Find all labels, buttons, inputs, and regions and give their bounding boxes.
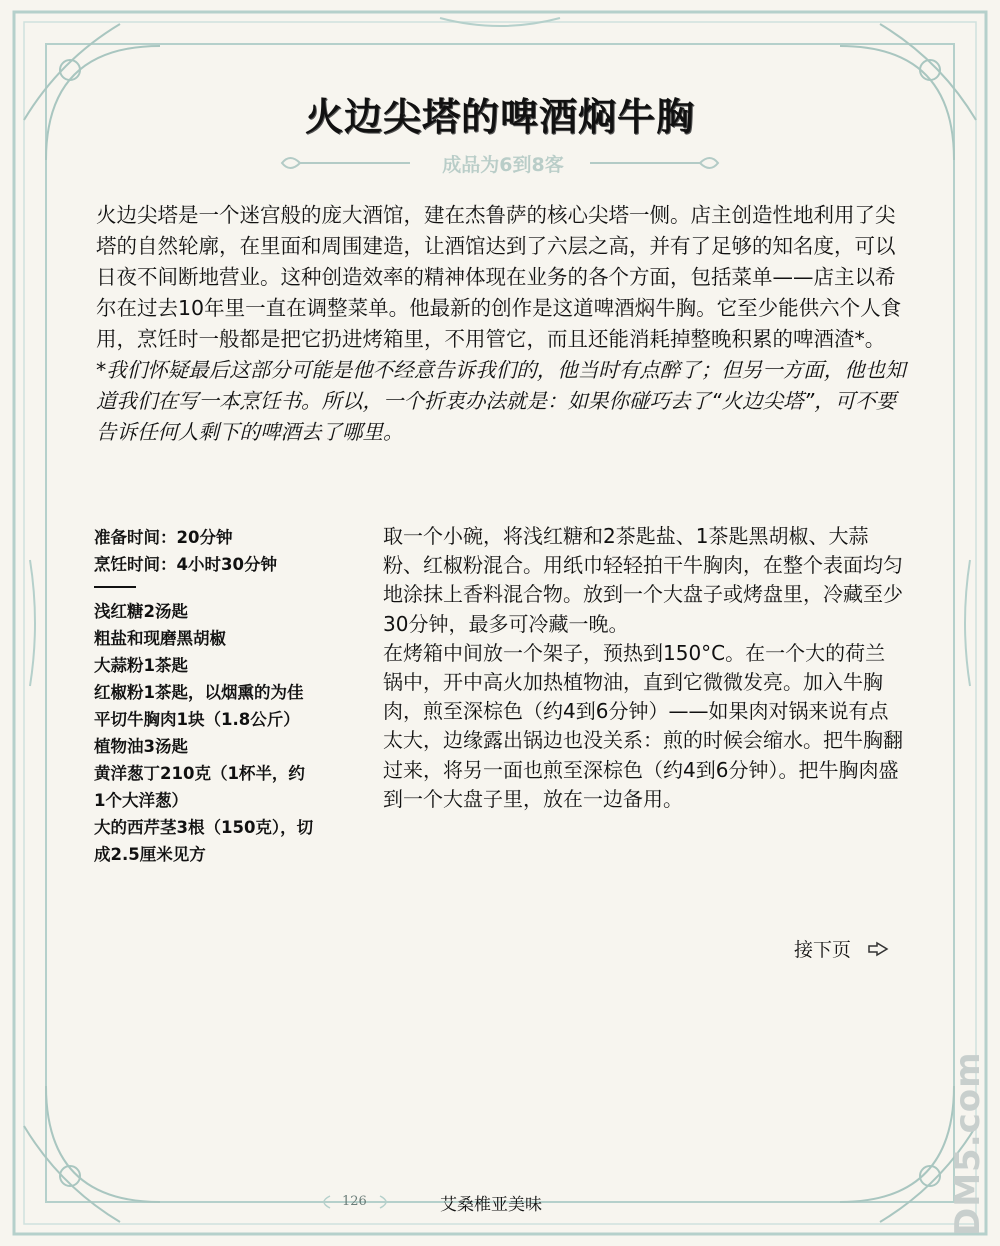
next-page-link[interactable] (794, 935, 891, 962)
ingredient-item: 大蒜粉1茶匙 (94, 656, 188, 675)
ingredient-item: 大的西芹茎3根（150克），切成2.5厘米见方 (94, 818, 314, 864)
ingredient-item: 黄洋葱丁210克（1杯半，约1个大洋葱） (94, 764, 305, 810)
next-page-label: 接下页 (794, 939, 852, 961)
steps-column (383, 522, 903, 814)
prep-time: 准备时间：20分钟 (94, 528, 233, 547)
ingredient-item: 平切牛胸肉1块（1.8公斤） (94, 710, 300, 729)
ingredients-column (94, 524, 314, 868)
recipe-title: 火边尖塔的啤酒焖牛胸 (304, 95, 695, 139)
page-number: 126 (342, 1194, 367, 1209)
ingredient-item: 植物油3汤匙 (94, 737, 188, 756)
intro-footnote: *我们怀疑最后这部分可能是他不经意告诉我们的，他当时有点醉了；但另一方面，他也知道我们在写一本烹饪书。所以，一个折衷办法就是：如果你碰巧去了“火边尖塔”，可不要告诉任何人剩下的啤酒去了哪里。 (96, 358, 906, 444)
step-paragraph: 取一个小碗，将浅红糖和2茶匙盐、1茶匙黑胡椒、大蒜粉、红椒粉混合。用纸巾轻轻拍干牛胸肉，在整个表面均匀地涂抹上香料混合物。放到一个大盘子或烤盘里，冷藏至少30分钟，最多可冷藏一晚。 (383, 524, 903, 636)
ingredient-item: 粗盐和现磨黑胡椒 (94, 629, 226, 648)
step-paragraph: 在烤箱中间放一个架子，预热到150°C。在一个大的荷兰锅中，开中高火加热植物油，直到它微微发亮。加入牛胸肉，煎至深棕色（约4到6分钟）——如果肉对锅来说有点太大，边缘露出锅边也没关系：煎的时候会缩水。把牛胸翻过来，将另一面也煎至深棕色（约4到6分钟）。把牛胸肉盛到一个大盘子里，放在一边备用。 (383, 640, 903, 811)
divider (94, 586, 136, 588)
cook-time: 烹饪时间：4小时30分钟 (94, 555, 277, 574)
watermark: DM5.com (948, 1051, 988, 1236)
book-title: 艾桑椎亚美味 (440, 1195, 542, 1215)
intro-paragraph: 火边尖塔是一个迷宫般的庞大酒馆，建在杰鲁萨的核心尖塔一侧。店主创造性地利用了尖塔的自然轮廓，在里面和周围建造，让酒馆达到了六层之高，并有了足够的知名度，可以日夜不间断地营业。这种创造效率的精神体现在业务的各个方面，包括菜单——店主以希尔在过去10年里一直在调整菜单。他最新的创作是这道啤酒焖牛胸。它至少能供六个人食用，烹饪时一般都是把它扔进烤箱里，不用管它，而且还能消耗掉整晚积累的啤酒渣*。 (96, 203, 902, 351)
pointing-hand-icon (867, 940, 891, 962)
ingredient-item: 红椒粉1茶匙，以烟熏的为佳 (94, 683, 304, 702)
servings-label: 成品为6到8客 (442, 154, 564, 176)
ingredient-item: 浅红糖2汤匙 (94, 602, 188, 621)
intro-section (96, 200, 906, 448)
servings-row (268, 148, 738, 178)
